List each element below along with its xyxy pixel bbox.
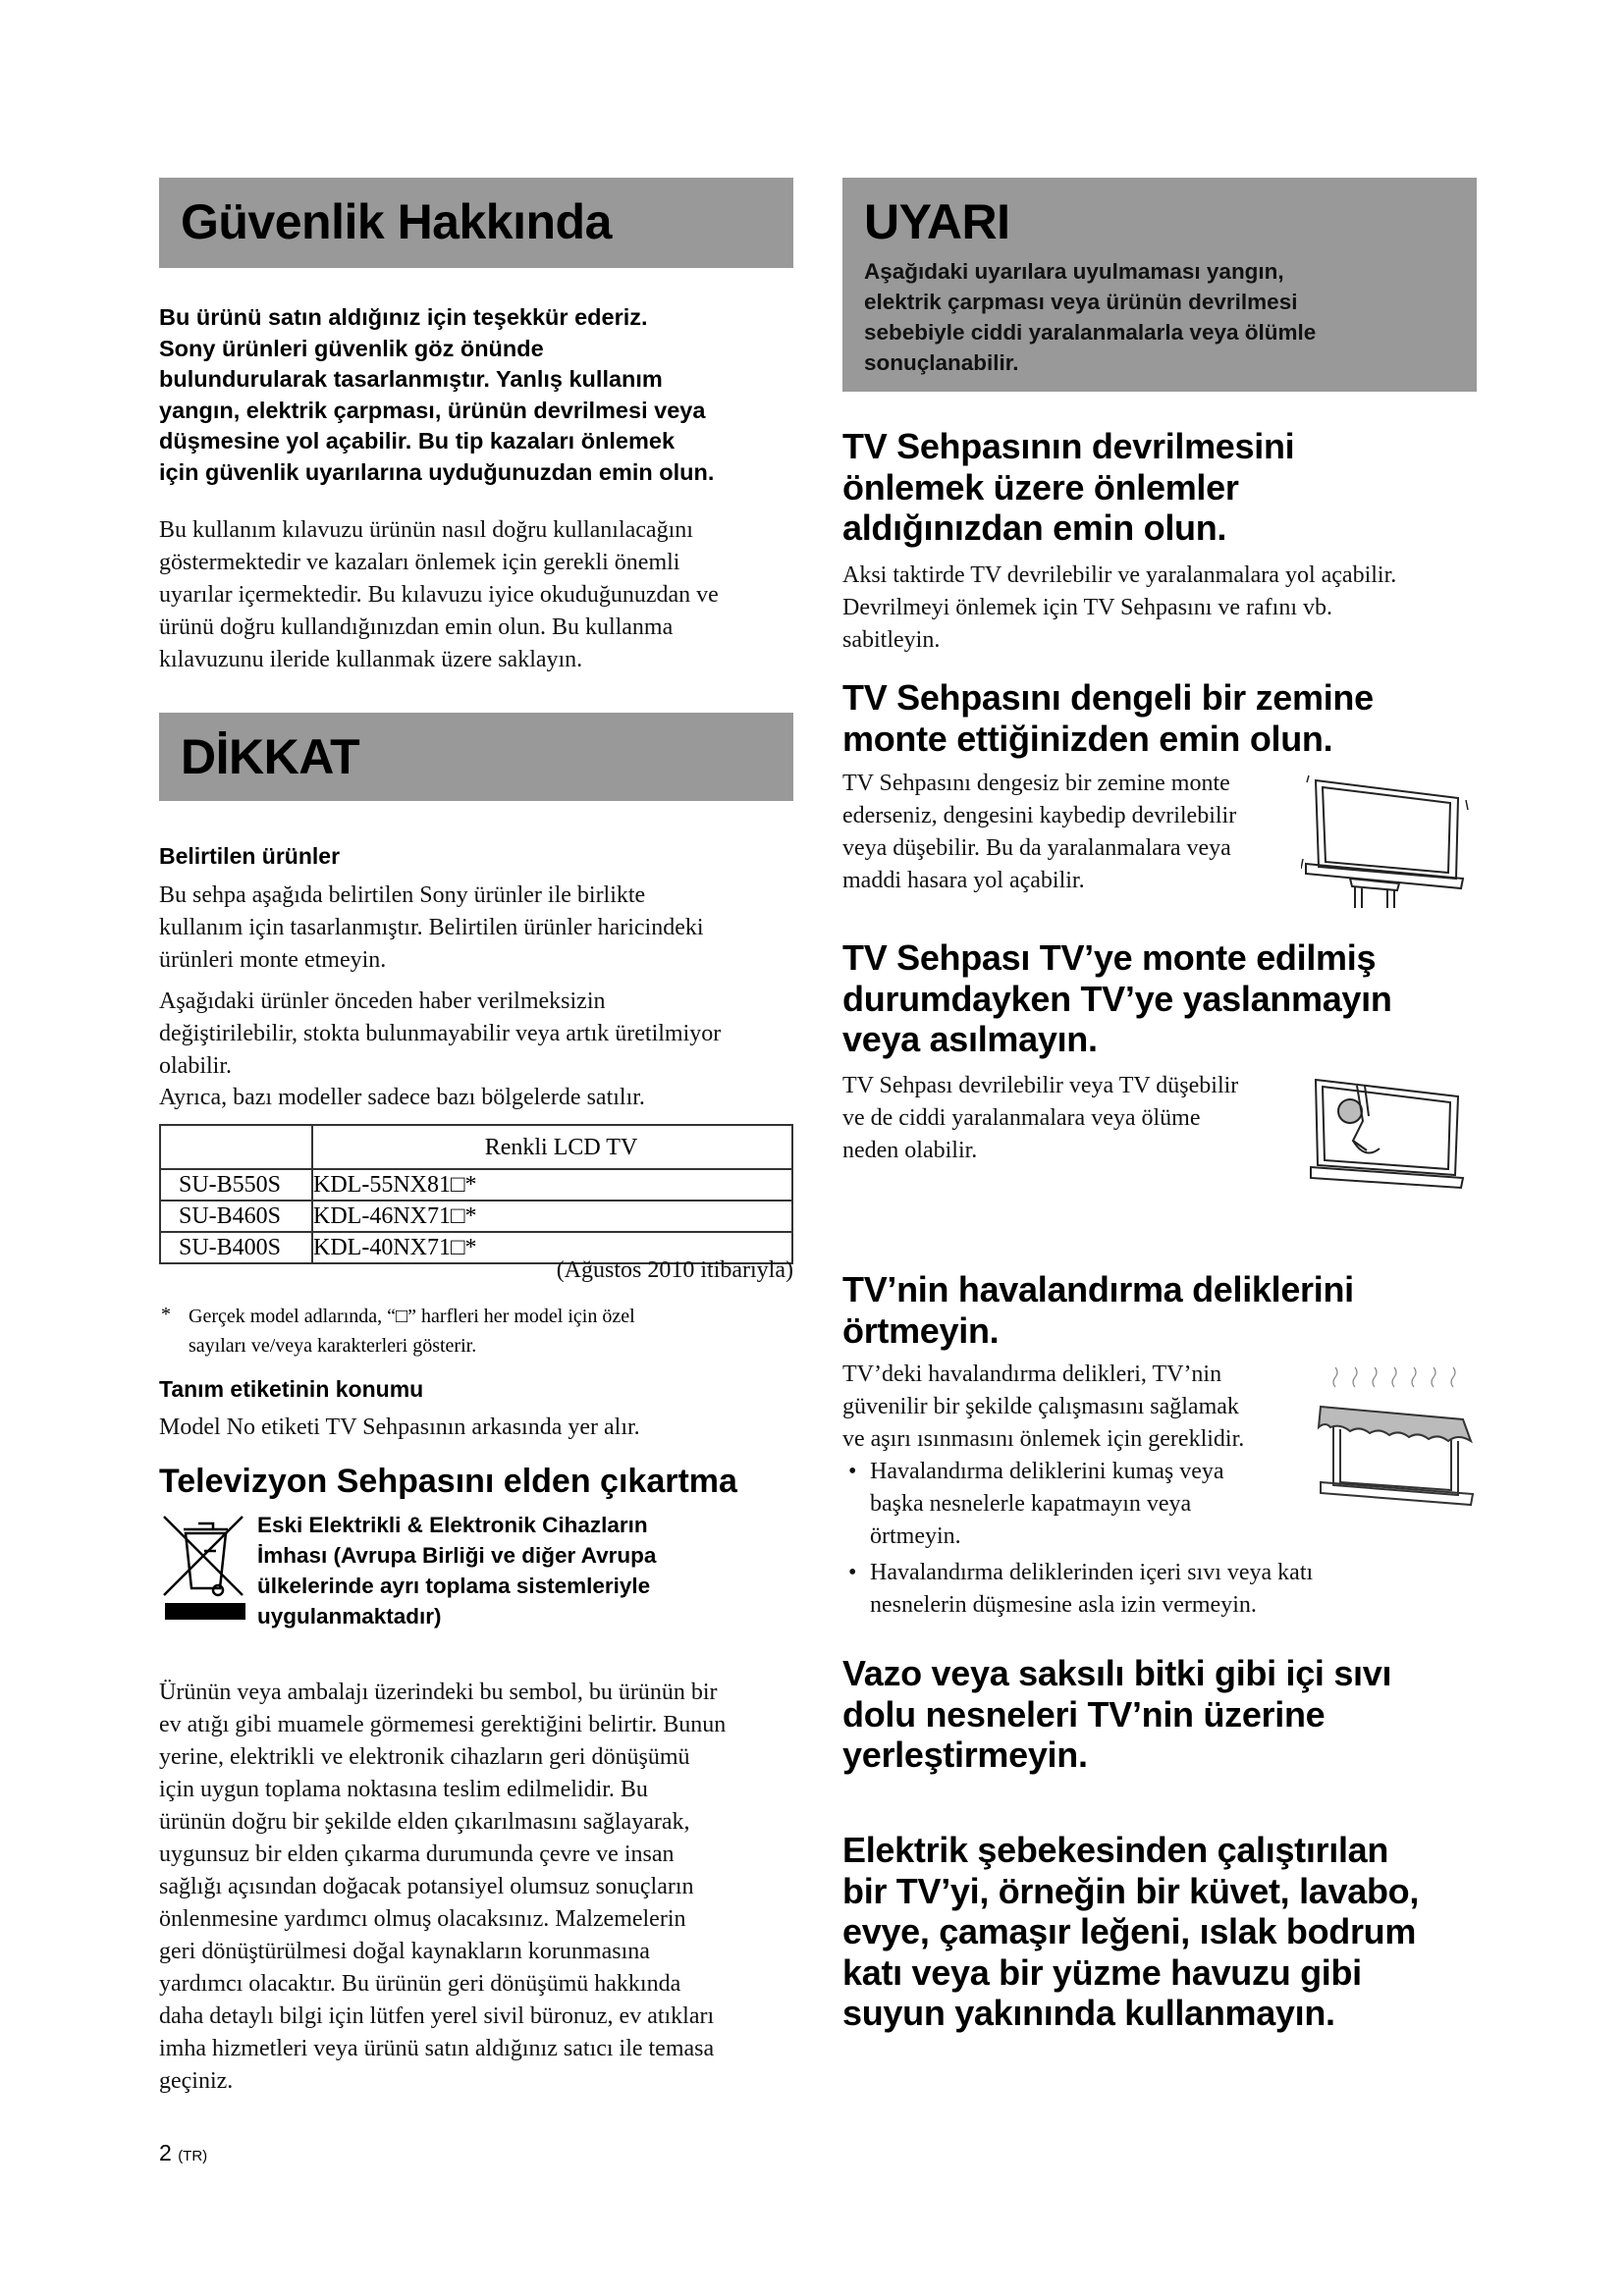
text-line: düşmesine yol açabilir. Bu tip kazaları önlemek	[159, 428, 676, 454]
caution-banner-title: DİKKAT	[181, 729, 360, 784]
section-stable-surface-body	[842, 768, 1236, 897]
warning-text	[864, 256, 1316, 378]
text-line: sabitleyin.	[842, 627, 941, 653]
text-line: kılavuzunu ileride kullanmak üzere saklayın.	[159, 647, 583, 672]
intro-body-text	[159, 514, 719, 676]
section-lean-body	[842, 1070, 1238, 1167]
text-line: Devrilmeyi önlemek için TV Sehpasını ve rafını vb.	[842, 595, 1333, 620]
section-vents-heading	[842, 1269, 1354, 1351]
table-row	[160, 1201, 792, 1232]
text-line: Aşağıdaki ürünler önceden haber verilmeksizin	[159, 988, 606, 1014]
text-line: olabilir.	[159, 1053, 232, 1079]
text-line: TV Sehpasını dengeli bir zemine	[842, 677, 1374, 718]
text-line: Gerçek model adlarında, “□” harfleri her model için özel	[189, 1306, 635, 1327]
text-line: için güvenlik uyarılarına uyduğunuzdan emin olun.	[159, 458, 715, 485]
caution-banner	[159, 713, 793, 801]
text-line: güvenilir bir şekilde çalışmasını sağlamak	[842, 1394, 1239, 1419]
text-line: Vazo veya saksılı bitki gibi içi sıvı	[842, 1653, 1392, 1693]
text-line: TV’nin havalandırma deliklerini	[842, 1269, 1354, 1309]
text-line: geçiniz.	[159, 2068, 234, 2094]
safety-banner	[159, 178, 793, 268]
text-line: dolu nesneleri TV’nin üzerine	[842, 1693, 1326, 1735]
table-header-cell	[160, 1125, 312, 1169]
models-table	[159, 1124, 793, 1264]
text-line: ederseniz, dengesini kaybedip devrilebilir	[842, 803, 1237, 828]
safety-banner-title: Güvenlik Hakkında	[181, 194, 612, 249]
text-line: Sony ürünleri güvenlik göz önünde	[159, 335, 544, 361]
products-para-3: Ayrıca, bazı modeller sadece bazı bölgelerde satılır.	[159, 1085, 645, 1110]
section-stable-surface-heading	[842, 677, 1374, 759]
text-line: bir TV’yi, örneğin bir küvet, lavabo,	[842, 1870, 1420, 1911]
tv-model: KDL-55NX81□*	[312, 1169, 792, 1201]
text-line: evye, çamaşır leğeni, ıslak bodrum	[842, 1911, 1417, 1951]
text-line: Aşağıdaki uyarılara uyulmaması yangın,	[864, 259, 1284, 284]
section-vents-body	[842, 1359, 1244, 1456]
text-line: sayıları ve/veya karakterleri gösterir.	[189, 1335, 477, 1357]
text-line: elektrik çarpması veya ürünün devrilmesi	[864, 290, 1298, 314]
text-line: önlemek üzere önlemler	[842, 466, 1239, 507]
text-line: veya asılmayın.	[842, 1019, 1098, 1059]
text-line: katı veya bir yüzme havuzu gibi	[842, 1951, 1362, 1993]
section-lean-heading	[842, 937, 1392, 1060]
text-line: imha hizmetleri veya ürünü satın aldığınız satıcı ile temasa	[159, 2036, 715, 2061]
text-line: sonuçlanabilir.	[864, 350, 1019, 375]
text-line: Bu ürünü satın aldığınız için teşekkür ederiz.	[159, 304, 648, 330]
text-line: aldığınızdan emin olun.	[842, 507, 1227, 548]
intro-bold-text	[159, 302, 714, 488]
text-line: neden olabilir.	[842, 1138, 978, 1163]
products-para-1	[159, 880, 704, 977]
products-heading: Belirtilen ürünler	[159, 843, 341, 869]
section-liquids-heading	[842, 1653, 1391, 1776]
label-heading: Tanım etiketinin konumu	[159, 1376, 424, 1402]
text-line: ve de ciddi yaralanmalara veya ölüme	[842, 1105, 1201, 1131]
text-line: • Havalandırma deliklerini kumaş veya	[870, 1459, 1224, 1484]
text-line: örtmeyin.	[842, 1309, 1000, 1351]
stand-model: SU-B460S	[160, 1201, 312, 1232]
products-para-2	[159, 986, 721, 1083]
text-line: Elektrik şebekesinden çalıştırılan	[842, 1830, 1389, 1870]
text-line: Aksi taktirde TV devrilebilir ve yaralanmalara yol açabilir.	[842, 562, 1397, 588]
stand-model: SU-B550S	[160, 1169, 312, 1201]
text-line: durumdayken TV’ye yaslanmayın	[842, 978, 1392, 1019]
text-line: TV’deki havalandırma delikleri, TV’nin	[842, 1362, 1222, 1387]
text-line: değiştirilebilir, stokta bulunmayabilir veya artık üretilmiyor	[159, 1021, 722, 1046]
text-line: kullanım için tasarlanmıştır. Belirtilen ürünler haricindeki	[159, 915, 704, 940]
stand-model: SU-B400S	[160, 1232, 312, 1263]
tv-on-unstable-stand-illustration	[1301, 771, 1478, 908]
table-header-cell: Renkli LCD TV	[312, 1125, 792, 1169]
page-language: (TR)	[178, 2148, 208, 2164]
text-line: Bu sehpa aşağıda belirtilen Sony ürünler ile birlikte	[159, 882, 646, 908]
text-line: örtmeyin.	[870, 1523, 961, 1549]
section-water-heading	[842, 1830, 1419, 2034]
text-line: maddi hasara yol açabilir.	[842, 868, 1085, 893]
text-line: ürünleri monte etmeyin.	[159, 947, 387, 973]
disposal-heading: Televizyon Sehpasını elden çıkartma	[159, 1463, 737, 1500]
text-line: geri dönüştürülmesi doğal kaynakların korunmasına	[159, 1939, 650, 1964]
table-header-row	[160, 1125, 792, 1169]
text-line: TV Sehpası devrilebilir veya TV düşebilir	[842, 1073, 1239, 1098]
page-number	[159, 2140, 207, 2166]
section-tipping-heading	[842, 426, 1294, 549]
text-line: veya düşebilir. Bu da yaralanmalara veya	[842, 835, 1231, 861]
text-line: nesnelerin düşmesine asla izin vermeyin.	[870, 1592, 1257, 1618]
text-line: yangın, elektrik çarpması, ürünün devrilmesi veya	[159, 397, 706, 423]
weee-body	[159, 1677, 726, 2098]
text-line: Ürünün veya ambalajı üzerindeki bu sembol, bu ürünün bir	[159, 1680, 718, 1705]
text-line: Eski Elektrikli & Elektronik Cihazların	[257, 1513, 648, 1537]
text-line: ürünün doğru bir şekilde elden çıkarılmasını sağlayarak,	[159, 1809, 690, 1835]
warning-banner-title: UYARI	[864, 194, 1010, 249]
text-line: yerleştirmeyin.	[842, 1735, 1088, 1775]
table-date: (Ağustos 2010 itibarıyla)	[556, 1257, 793, 1283]
vents-bullet-2	[842, 1557, 1313, 1622]
text-line: önlenmesine yardımcı olmuş olacaksınız. Malzemelerin	[159, 1906, 686, 1932]
footnote-text	[189, 1302, 635, 1361]
text-line: için uygun toplama noktasına teslim edilmelidir. Bu	[159, 1777, 648, 1802]
footnote-mark: *	[161, 1304, 171, 1325]
page-number-value: 2	[159, 2140, 172, 2165]
text-line: ürünü doğru kullandığınızdan emin olun. Bu kullanma	[159, 614, 674, 640]
text-line: yardımcı olacaktır. Bu ürünün geri dönüşümü hakkında	[159, 1971, 681, 1997]
text-line: TV Sehpasının devrilmesini	[842, 426, 1295, 466]
text-line: bulundurularak tasarlanmıştır. Yanlış kullanım	[159, 366, 663, 392]
text-line: İmhası (Avrupa Birliği ve diğer Avrupa	[257, 1543, 657, 1568]
text-line: TV Sehpasını dengesiz bir zemine monte	[842, 771, 1230, 796]
table-row	[160, 1169, 792, 1201]
text-line: daha detaylı bilgi için lütfen yerel sivil büronuz, ev atıkları	[159, 2003, 715, 2029]
text-line: sebebiyle ciddi yaralanmalarla veya ölümle	[864, 320, 1317, 345]
tv-model: KDL-46NX71□*	[312, 1201, 792, 1232]
text-line: uygunsuz bir elden çıkarma durumunda çevre ve insan	[159, 1842, 675, 1867]
warning-banner	[842, 178, 1477, 392]
text-line: Bu kullanım kılavuzu ürünün nasıl doğru kullanılacağını	[159, 517, 693, 543]
child-hanging-on-tv-illustration	[1306, 1072, 1473, 1195]
text-line: başka nesnelerle kapatmayın veya	[870, 1491, 1192, 1517]
label-body: Model No etiketi TV Sehpasının arkasında yer alır.	[159, 1415, 640, 1440]
text-line: sağlığı açısından doğacak potansiyel olumsuz sonuçların	[159, 1874, 694, 1899]
section-tipping-body	[842, 560, 1396, 657]
text-line: uygulanmaktadır)	[257, 1604, 442, 1629]
text-line: ve aşırı ısınmasını önlemek için gereklidir.	[842, 1426, 1245, 1452]
text-line: uyarılar içermektedir. Bu kılavuzu iyice okuduğunuzdan ve	[159, 582, 719, 608]
tv-model: KDL-40NX71□*	[312, 1232, 792, 1263]
text-line: • Havalandırma deliklerinden içeri sıvı veya katı	[870, 1560, 1314, 1585]
weee-crossed-bin-icon	[159, 1512, 252, 1622]
text-line: yerine, elektrikli ve elektronik cihazların geri dönüşümü	[159, 1744, 690, 1770]
text-line: ülkelerinde ayrı toplama sistemleriyle	[257, 1574, 651, 1598]
text-line: ev atığı gibi muamele görmemesi gerektiğini belirtir. Bunun	[159, 1712, 727, 1737]
vents-bullet-list	[842, 1456, 1313, 1622]
weee-title	[257, 1510, 656, 1631]
covered-tv-vents-illustration	[1316, 1362, 1478, 1510]
text-line: TV Sehpası TV’ye monte edilmiş	[842, 937, 1377, 978]
text-line: monte ettiğinizden emin olun.	[842, 718, 1333, 759]
text-line: göstermektedir ve kazaları önlemek için gerekli önemli	[159, 550, 680, 575]
vents-bullet-1	[842, 1456, 1313, 1553]
text-line: suyun yakınında kullanmayın.	[842, 1993, 1335, 2033]
